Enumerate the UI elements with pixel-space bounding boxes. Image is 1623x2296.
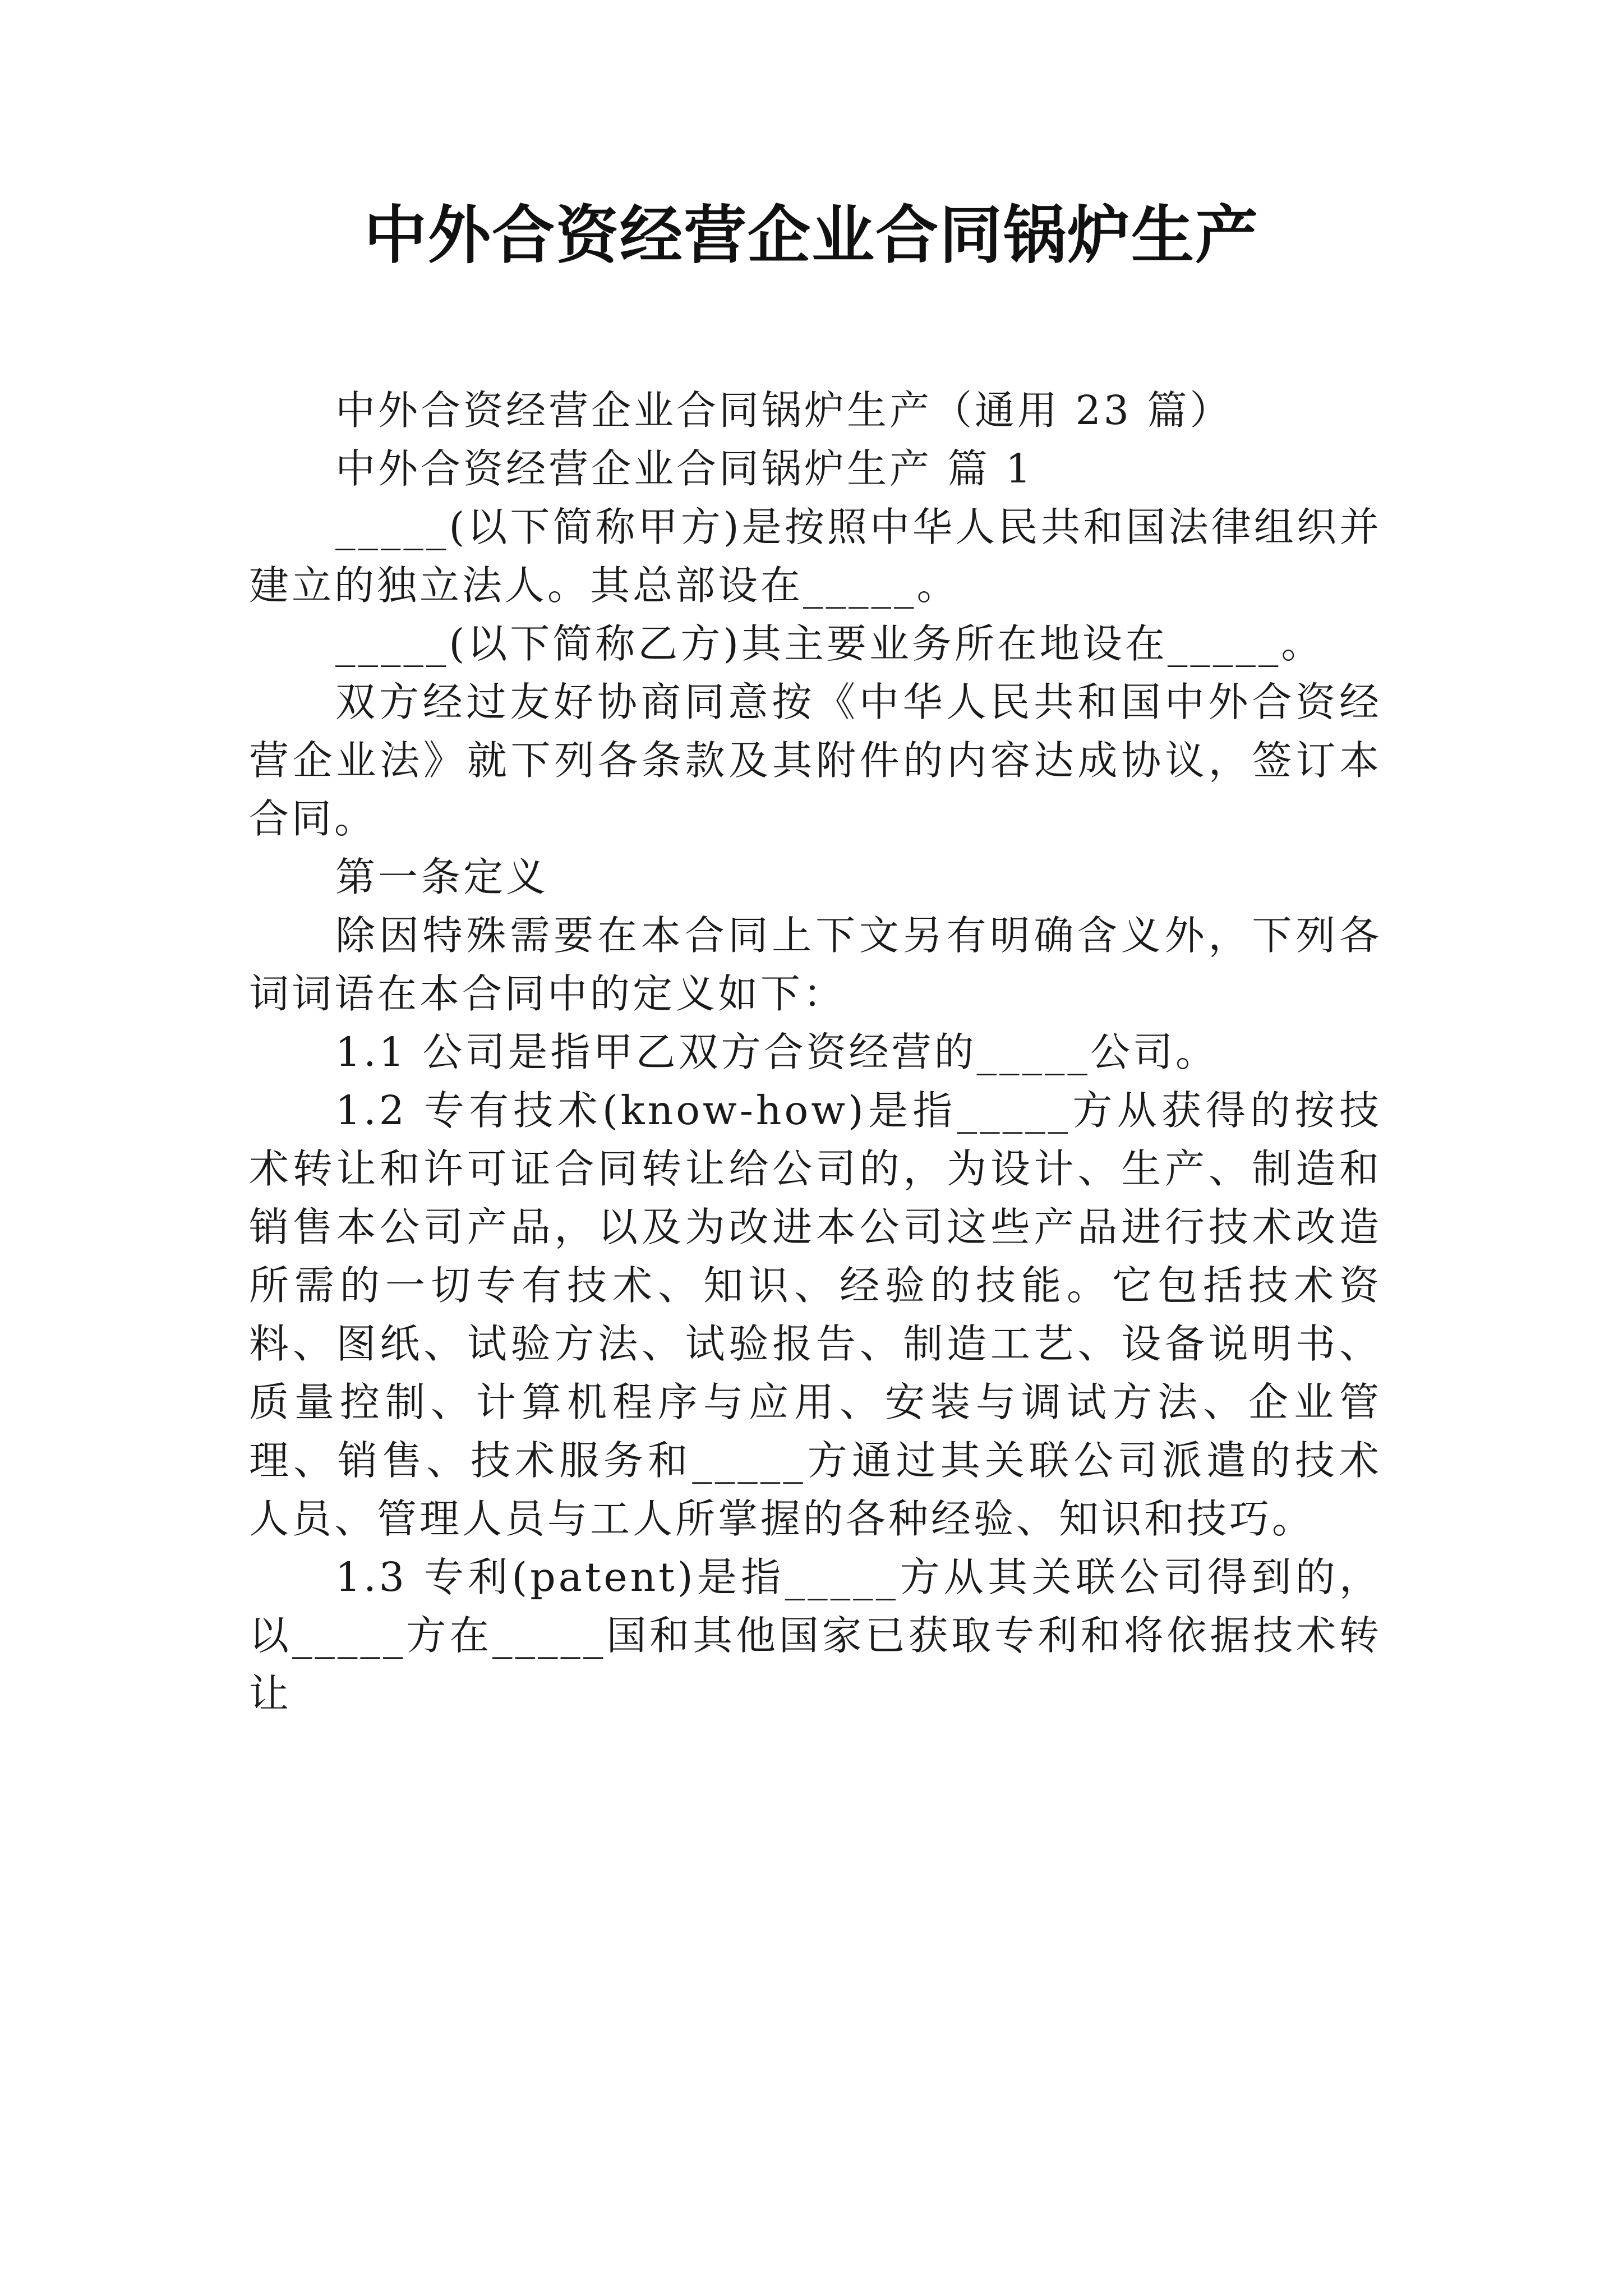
paragraph-party-b: _____(以下简称乙方)其主要业务所在地设在_____。 bbox=[335, 620, 1324, 667]
paragraph-clause-1-2: 1.2 专有技术(know-how)是指_____方从获得的按技术转让和许可证合同转让给公司的，为设计、生产、制造和销售本公司产品，以及为改进本公司这些产品进行技术改造所需的一切专有技术、知识、经验的技能。它包括技术资料、图纸、试验方法、试验报告、制造工艺、设备说明书、质量控制、计算机程序与应用、安装与调试方法、企业管理、销售、技术服务和_____方通过其关联公司派遣的技术人员、管理人员与工人所掌握的各种经验、知识和技巧。 bbox=[249, 1087, 1382, 1542]
paragraph-definitions-intro: 除因特殊需要在本合同上下文另有明确含义外，下列各词词语在本合同中的定义如下： bbox=[249, 912, 1382, 1017]
paragraph-party-a: _____(以下简称甲方)是按照中华人民共和国法律组织并建立的独立法人。其总部设在_____。 bbox=[249, 504, 1382, 609]
paragraph-clause-1-1: 1.1 公司是指甲乙双方合资经营的_____公司。 bbox=[335, 1029, 1218, 1075]
document-body bbox=[249, 381, 1382, 1723]
paragraph-section-heading: 中外合资经营企业合同锅炉生产 篇 1 bbox=[335, 445, 1034, 492]
document-title: 中外合资经营企业合同锅炉生产 bbox=[364, 199, 1259, 272]
paragraph-subtitle: 中外合资经营企业合同锅炉生产（通用 23 篇） bbox=[335, 387, 1233, 434]
paragraph-clause-1-3: 1.3 专利(patent)是指_____方从其关联公司得到的，以_____方在_____国和其他国家已获取专利和将依据技术转让 bbox=[249, 1554, 1382, 1717]
paragraph-agreement: 双方经过友好协商同意按《中华人民共和国中外合资经营企业法》就下列各条款及其附件的内容达成协议，签订本合同。 bbox=[249, 679, 1382, 842]
paragraph-article-1-heading: 第一条定义 bbox=[335, 854, 549, 900]
